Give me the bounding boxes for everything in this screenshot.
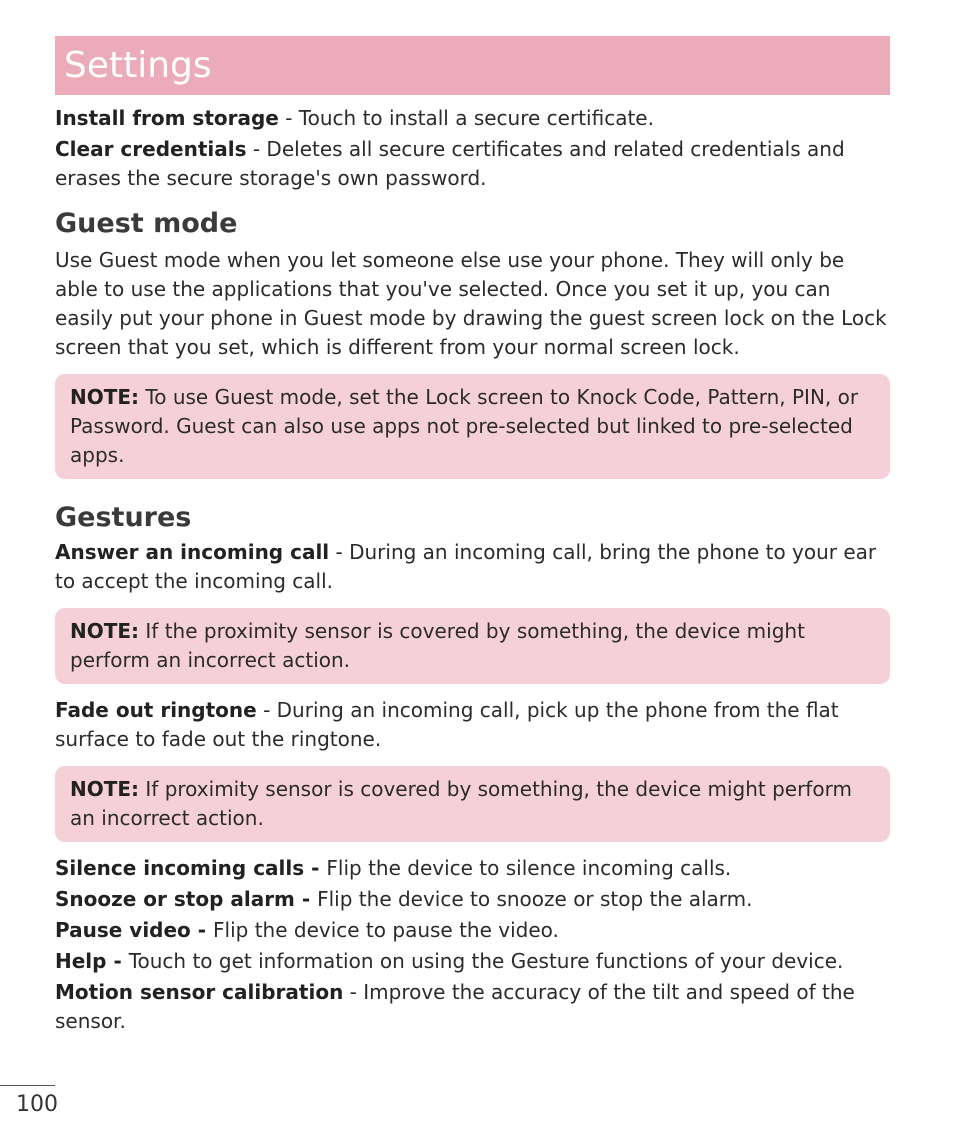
clear-credentials-item <box>55 135 890 193</box>
item-description: - Deletes all secure certificates and related credentials and erases the secure storage's own password. <box>55 137 845 190</box>
item-description: Flip the device to silence incoming calls. <box>326 856 732 880</box>
item-description: - During an incoming call, bring the phone to your ear to accept the incoming call. <box>55 540 877 593</box>
silence-incoming-calls-item <box>55 854 890 883</box>
note-text: If proximity sensor is covered by something, the device might perform an incorrect action. <box>70 777 852 830</box>
item-term: Motion sensor calibration <box>55 980 344 1004</box>
install-from-storage-item <box>55 104 890 133</box>
item-description: Flip the device to pause the video. <box>213 918 559 942</box>
item-term: Silence incoming calls - <box>55 856 327 880</box>
item-term: Snooze or stop alarm - <box>55 887 318 911</box>
page-number: 100 <box>16 1092 58 1117</box>
snooze-or-stop-alarm-item <box>55 885 890 914</box>
item-description: Flip the device to snooze or stop the alarm. <box>317 887 753 911</box>
footer-divider <box>0 1085 55 1086</box>
gestures-heading: Gestures <box>55 502 192 533</box>
guest-mode-heading: Guest mode <box>55 208 238 239</box>
guest-mode-body: Use Guest mode when you let someone else use your phone. They will only be able to use the applications that you've selected. Once you set it up, you can easily put your phone in Guest mode by drawing the guest screen lock on the Lock screen that you set, which is different from your normal screen lock. <box>55 248 887 359</box>
guest-mode-note <box>55 374 890 479</box>
item-term: Pause video - <box>55 918 214 942</box>
item-term: Install from storage <box>55 106 279 130</box>
main-content <box>55 104 890 1036</box>
note-label: NOTE: <box>70 385 140 409</box>
note-text: To use Guest mode, set the Lock screen to Knock Code, Pattern, PIN, or Password. Guest can also use apps not pre-selected but linked to pre-selected apps. <box>70 385 859 467</box>
pause-video-item <box>55 916 890 945</box>
item-term: Help - <box>55 949 129 973</box>
proximity-note-2 <box>55 766 890 842</box>
page-title: Settings <box>64 45 212 86</box>
item-description: - Improve the accuracy of the tilt and speed of the sensor. <box>55 980 855 1033</box>
item-description: - Touch to install a secure certificate. <box>278 106 654 130</box>
note-label: NOTE: <box>70 777 140 801</box>
item-term: Clear credentials <box>55 137 247 161</box>
note-text: If the proximity sensor is covered by something, the device might perform an incorrect action. <box>70 619 805 672</box>
note-label: NOTE: <box>70 619 140 643</box>
fade-out-ringtone-item <box>55 696 890 754</box>
item-description: Touch to get information on using the Gesture functions of your device. <box>128 949 844 973</box>
item-term: Fade out ringtone <box>55 698 257 722</box>
item-description: - During an incoming call, pick up the phone from the flat surface to fade out the ringtone. <box>55 698 839 751</box>
motion-sensor-calibration-item <box>55 978 890 1036</box>
section-header-bar <box>55 36 890 95</box>
proximity-note-1 <box>55 608 890 684</box>
help-item <box>55 947 890 976</box>
item-term: Answer an incoming call <box>55 540 330 564</box>
answer-incoming-call-item <box>55 538 890 596</box>
